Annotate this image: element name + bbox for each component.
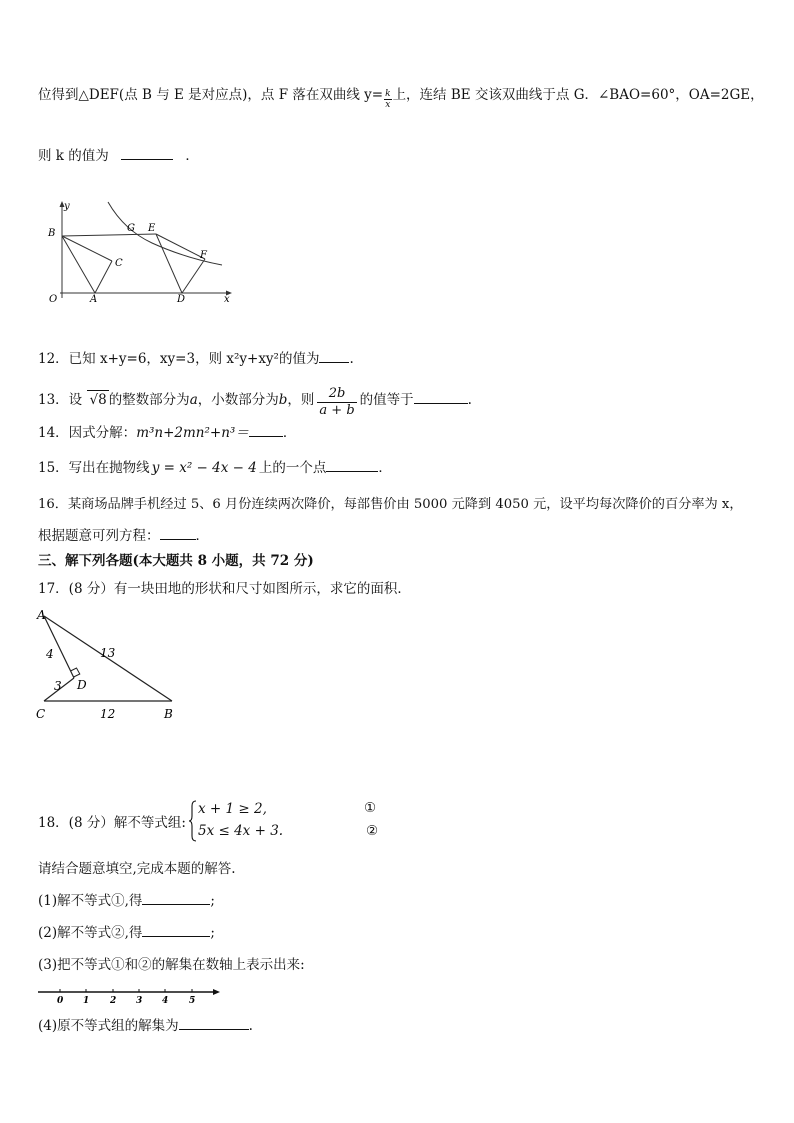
marker-2: ② [366,823,379,839]
label-G: G [127,223,135,234]
q16-line2: 根据题意可列方程： ． [38,528,209,544]
q16-line1: 16．某商场品牌手机经过 5、6 月份连续两次降价，每部售价由 5000 元降到 4050 元，设平均每次降价的百分率为 x， [38,497,743,512]
label-AB-length: 13 [100,646,116,660]
label-C: C [115,258,123,269]
label-D: D [177,294,186,305]
q18-step3: (3)把不等式①和②的解集在数轴上表示出来: [38,957,305,973]
label-O: O [49,294,58,305]
q11-answer-blank[interactable] [121,147,173,160]
marker-1: ① [364,800,377,816]
inequality-1: x + 1 ≥ 2, [198,801,267,817]
q14: 14．因式分解：m³n+2mn²+n³＝ ． [38,425,297,441]
system-brace [188,800,198,842]
tick-3: 3 [136,996,143,1006]
step4-answer-blank[interactable] [179,1017,249,1030]
tick-1: 1 [83,996,90,1006]
tick-2: 2 [110,996,117,1006]
label-x: x [224,294,230,305]
k-over-x-fraction: $\frac{k}{x}$ [385,89,391,110]
number-line[interactable] [36,984,226,1006]
q18-step4: (4)原不等式组的解集为 . [38,1018,253,1034]
section3-title: 三、解下列各题(本大题共 8 小题，共 72 分) [38,553,314,569]
label-A: A [37,608,46,622]
label-AD-length: 4 [46,647,54,661]
label-B: B [48,228,56,239]
label-A: A [90,294,98,305]
q16-answer-blank[interactable] [160,527,196,540]
step1-answer-blank[interactable] [142,892,210,905]
label-B: B [164,707,173,721]
q11-hyperbola-figure [40,198,240,308]
q17-triangle-figure [34,606,184,724]
q11-line1 [38,86,764,110]
q18-step2: (2)解不等式②,得 ; [38,925,215,941]
label-CB-length: 12 [100,707,116,721]
q11-line2: 则 k 的值为 ． [38,148,199,164]
label-E: E [148,223,156,234]
2b-over-a-plus-b: $\frac{2b}{a + b}$ [319,386,355,418]
q14-answer-blank[interactable] [249,424,283,437]
q12: 12．已知 x+y=6，xy=3，则 x²y+xy²的值为 . [38,351,354,367]
label-CD-length: 3 [54,679,62,693]
q13-answer-blank[interactable] [414,391,468,404]
q12-answer-blank[interactable] [319,350,349,363]
q11-text-a: 位得到△DEF(点 B 与 E 是对应点)，点 F 落在双曲线 y= [38,87,384,103]
inequality-2: 5x ≤ 4x + 3. [198,823,284,839]
sqrt-8: √8 [89,392,107,408]
q15: 15．写出在抛物线 y = x² − 4x − 4 上的一个点 ． [38,460,392,476]
q13: 13．设 √8 的整数部分为a，小数部分为b，则 $\frac{2b}{a + b}$ 的值等于 . [38,386,472,418]
label-D: D [77,678,87,692]
label-C: C [36,707,46,721]
q11-text-b: 上，连结 BE 交该双曲线于点 G．∠BAO=60°，OA=2GE， [392,87,764,103]
q17: 17．(8 分）有一块田地的形状和尺寸如图所示，求它的面积． [38,581,411,597]
label-F: F [200,250,207,261]
step2-answer-blank[interactable] [142,924,210,937]
tick-4: 4 [162,996,169,1006]
label-y: y [64,201,70,212]
tick-0: 0 [57,996,64,1006]
q18-intro: 18．(8 分）解不等式组: [38,815,186,831]
q18-step1: (1)解不等式①,得 ; [38,893,215,909]
q15-answer-blank[interactable] [326,459,378,472]
tick-5: 5 [189,996,196,1006]
q18-prompt: 请结合题意填空,完成本题的解答. [38,861,236,877]
